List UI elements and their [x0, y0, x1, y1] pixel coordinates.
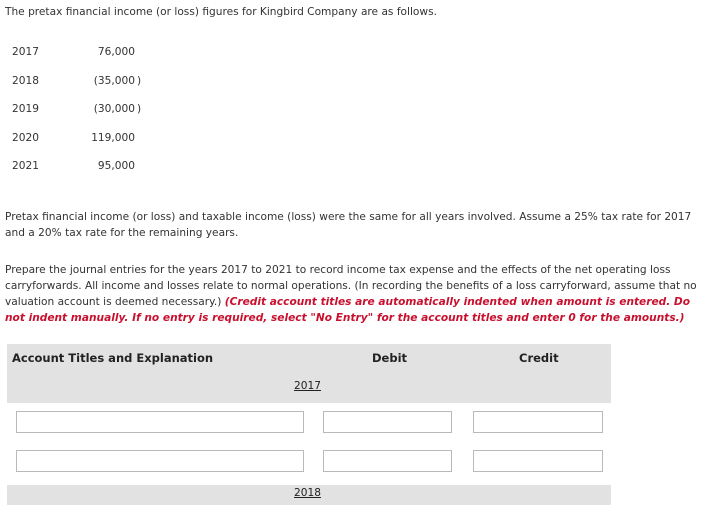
- table-row: [5, 67, 157, 96]
- year-cell: 2019: [12, 103, 39, 116]
- entry-group-2017: [7, 403, 611, 485]
- task-paragraph: [5, 262, 705, 326]
- debit-input[interactable]: [323, 450, 452, 472]
- amount-cell: (35,000: [93, 74, 135, 87]
- paren-cell: [135, 38, 157, 67]
- amount-cell: 76,000: [97, 46, 135, 59]
- journal-entry-table: [7, 344, 611, 505]
- instruction-text: (Credit account titles are automatically indented when amount is entered. Do not indent manually. If no entry is required, select "No Entry" for the account titles and enter 0 for the amounts.): [5, 296, 691, 324]
- paren-cell: [135, 152, 157, 181]
- account-titles-header: Account Titles and Explanation: [12, 351, 214, 365]
- income-table: [5, 38, 157, 181]
- table-row: [5, 152, 157, 181]
- table-row: [5, 124, 157, 153]
- table-row: [5, 95, 157, 124]
- table-row: [5, 38, 157, 67]
- year-cell: 2021: [12, 160, 39, 173]
- amount-cell: 119,000: [91, 131, 135, 144]
- intro-text: The pretax financial income (or loss) figures for Kingbird Company are as follows.: [5, 6, 437, 18]
- credit-header: Credit: [519, 351, 559, 365]
- credit-input[interactable]: [473, 411, 603, 433]
- debit-input[interactable]: [323, 411, 452, 433]
- amount-cell: 95,000: [97, 160, 135, 173]
- year-label-2018: 2018: [294, 487, 321, 499]
- task-text: Prepare the journal entries for the years 2017 to 2021 to record income tax expense and the effects of the net operating loss carryforwards. All income and losses relate to normal operations. (In recording the benefits of a loss carryforward, assume that no valuation account is deemed necessary.): [5, 264, 697, 308]
- amount-cell: (30,000: [93, 103, 135, 116]
- paren-cell: ): [137, 103, 142, 116]
- account-title-input[interactable]: [16, 450, 304, 472]
- assumption-paragraph: Pretax financial income (or loss) and taxable income (loss) were the same for all years involved. Assume a 25% tax rate for 2017 and a 20% tax rate for the remaining years.: [5, 211, 692, 239]
- account-title-input[interactable]: [16, 411, 304, 433]
- credit-input[interactable]: [473, 450, 603, 472]
- debit-header: Debit: [372, 351, 408, 365]
- paren-cell: ): [137, 74, 142, 87]
- year-label-2017: 2017: [294, 380, 321, 392]
- paren-cell: [135, 124, 157, 153]
- year-cell: 2020: [12, 131, 39, 144]
- year-cell: 2017: [12, 46, 39, 59]
- year-cell: 2018: [12, 74, 39, 87]
